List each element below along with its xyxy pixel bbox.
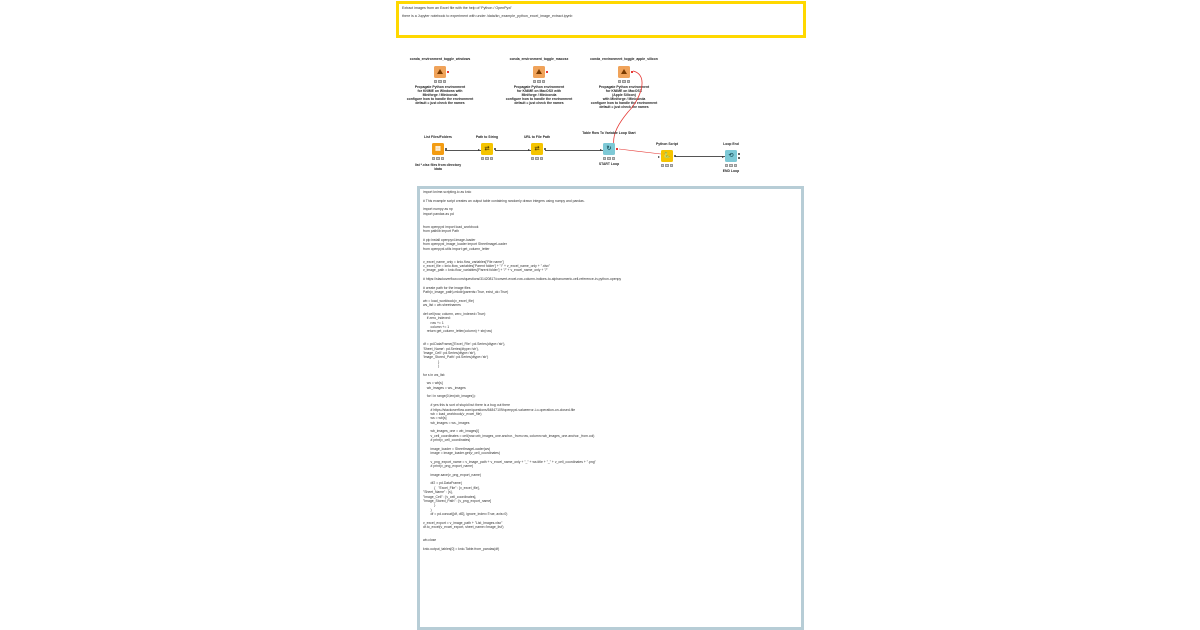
code-line: v_excel_name_only = knio.flow_variables['File name'] [423,259,504,264]
output-port[interactable] [738,157,740,159]
code-line: if zero_indexed: [423,316,451,321]
node-description: Propagate Python environment for KNIME on Windows with Miniforge / Miniconda configure how to handle the environment default = just check the names [406,85,474,105]
node-title: conda_environment_toggle_macosx [509,57,569,61]
input-port[interactable] [658,156,660,158]
code-line: image_loader = SheetImageLoader(ws) [423,446,491,451]
node-title: Python Script [655,142,679,146]
code-line: wb_images = ws._images [423,420,470,425]
input-port[interactable] [478,149,480,151]
node-title: URL to File Path [523,135,551,139]
code-line: v_cell_coordinates = cell(row=wb_images_one.anchor._from.row, column=wb_images_one.anchor._from.col) [423,433,595,438]
node-description: list *.xlsx files from directory /data [414,163,462,171]
code-line: { "Excel_File" : [v_excel_file], [423,485,480,490]
node-status-indicator [725,164,737,167]
output-port[interactable] [616,148,618,150]
node-description: END Loop [722,169,740,173]
code-line: # This example script creates an output table containing randomly drawn integers using numpy and pandas. [423,198,585,203]
python-icon: 🐍 [661,150,673,162]
code-line: ws = wb[s] [423,381,443,386]
annotation-line: Extract images from an Excel file with the help of 'Python / OpenPyxl' [402,6,512,10]
output-port[interactable] [544,148,546,150]
code-line: "Image_Cell" : [v_cell_coordinates], [423,494,477,499]
node-description: Propagate Python environment for KNIME on MacOSX (Apple Silicon) with Miniforge / Miniconda configure how to handle the environment default = just check the names [590,85,658,109]
code-line: row += 1 [423,320,444,325]
code-line: ws = wb[s] [423,416,447,421]
code-line: Path(v_image_path).mkdir(parents=True, exist_ok=True) [423,290,509,295]
node-title: List Files/Folders [424,135,452,139]
code-line: def cell(row, column, zero_indexed=True): [423,311,487,316]
input-port[interactable] [528,149,530,151]
node-title: Loop End [723,142,739,146]
code-line: } [423,359,440,364]
code-line: image = image_loader.get(v_cell_coordinates) [423,451,500,455]
node-title: conda_environment_toggle_windows [409,57,471,61]
path-convert-icon: ⇄ [481,143,493,155]
node-title: conda_environment_toggle_apple_silicon [590,57,658,61]
node-status-indicator [531,157,543,160]
code-line: } [423,503,436,508]
code-annotation[interactable] [417,186,804,630]
input-port[interactable] [722,156,724,158]
code-line: column += 1 [423,324,450,329]
code-line: knio.output_tables[0] = knio.Table.from_pandas(df) [423,546,500,551]
code-line: import numpy as np [423,207,453,212]
node-description: START Loop [598,162,620,166]
code-line: wb = load_workbook(v_excel_file) [423,298,474,303]
code-line: wb.close [423,538,437,542]
code-line: v_png_export_name = v_image_path + v_excel_name_only + "_" + ws.title + "_" + v_cell_coordinates + ".png" [423,459,596,464]
code-line: wb_images = ws._images [423,385,466,390]
code-line: ) [423,364,440,368]
code-line: from openpyxl_image_loader import SheetImageLoader [423,242,507,247]
code-line: v_excel_file = knio.flow_variables['Parent folder'] + "/" + v_excel_name_only + ".xlsx" [423,263,550,268]
node-status-indicator [603,157,615,160]
code-line: wb = load_workbook(v_excel_file) [423,411,482,416]
code-line: df = pd.DataFrame({'Excel_File': pd.Series(dtype='str'), [423,342,506,347]
code-line: ws_list = wb.sheetnames [423,303,461,308]
code-line: 'Sheet_Name': pd.Series(dtype='str'), [423,346,479,351]
code-line: # https://stackoverflow.com/questions/54847109/openpyxl-valueerror-i-o-operation-on-closed-file [423,407,576,412]
node-status-indicator [481,157,493,160]
node-title: Path to String [475,135,499,139]
output-port[interactable] [738,153,740,155]
output-port[interactable] [674,155,676,157]
code-line: df.to_excel(v_excel_export, sheet_name='image_list') [423,524,504,529]
code-line: "Sheet_Name" : [s], [423,490,453,495]
code-line: "Image_Stored_Path" : [v_png_export_name] [423,498,492,503]
code-line: from openpyxl import load_workbook [423,224,479,229]
code-line: for i in range(0,len(wb_images)): [423,394,476,399]
node-url-to-file-path[interactable] [497,136,577,166]
code-line: 'Image_Stored_Path': pd.Series(dtype='str') [423,355,489,360]
code-line: 'Image_Cell': pd.Series(dtype='str'), [423,350,477,355]
code-line: # yes this is sort of stupid but there is a bug out there [423,403,511,408]
code-line: import pandas as pd [423,211,454,216]
code-line: # print(v_cell_coordinates) [423,437,471,442]
code-line: image.save(v_png_export_name) [423,472,482,477]
code-line: # create path for the image files [423,285,471,290]
code-line: df2 = pd.DataFrame( [423,481,462,486]
node-description: Propagate Python environment for KNIME on MacOSX with Miniforge / Miniconda configure how to handle the environment default = just check the names [505,85,573,105]
code-line: v_image_path = knio.flow_variables['Parent folder'] + "/" + v_excel_name_only + "/" [423,268,548,273]
folder-list-icon: ▤ [432,143,444,155]
node-status-indicator [661,164,673,167]
loop-end-icon: ⟲ [725,150,737,162]
code-line: # print(v_png_export_name) [423,464,474,469]
code-line: from openpyxl.utils import get_column_letter [423,246,490,251]
annotation-line: there is a Jupyter notebook to experiment with under /data/kn_example_python_excel_image_extract.ipynb [402,14,573,18]
node-loop-end[interactable] [691,143,771,177]
node-status-indicator [432,157,444,160]
code-line: v_excel_export = v_image_path + "List_Images.xlsx" [423,520,503,525]
code-line: wb_images_one = wb_images[i] [423,429,479,434]
code-line: df = pd.concat([df, df2], ignore_index=True, axis=0) [423,511,508,516]
code-line: ) [423,507,432,512]
code-line: return get_column_letter(column) + str(row) [423,329,493,334]
loop-start-icon: ↻ [603,143,615,155]
code-line: from pathlib import Path [423,229,459,234]
url-convert-icon: ⇄ [531,143,543,155]
node-title: Table Row To Variable Loop Start [582,131,636,135]
code-line: # pip install openpyxl-image-loader [423,237,476,242]
input-port[interactable] [600,149,602,151]
code-line: for s in ws_list: [423,372,446,377]
code-line: # https://stackoverflow.com/questions/31420817/convert-excel-row-column-indices-to-alphanumeric-cell-reference-in-python-openpy [423,277,622,281]
code-line: import knime.scripting.io as knio [423,190,472,194]
